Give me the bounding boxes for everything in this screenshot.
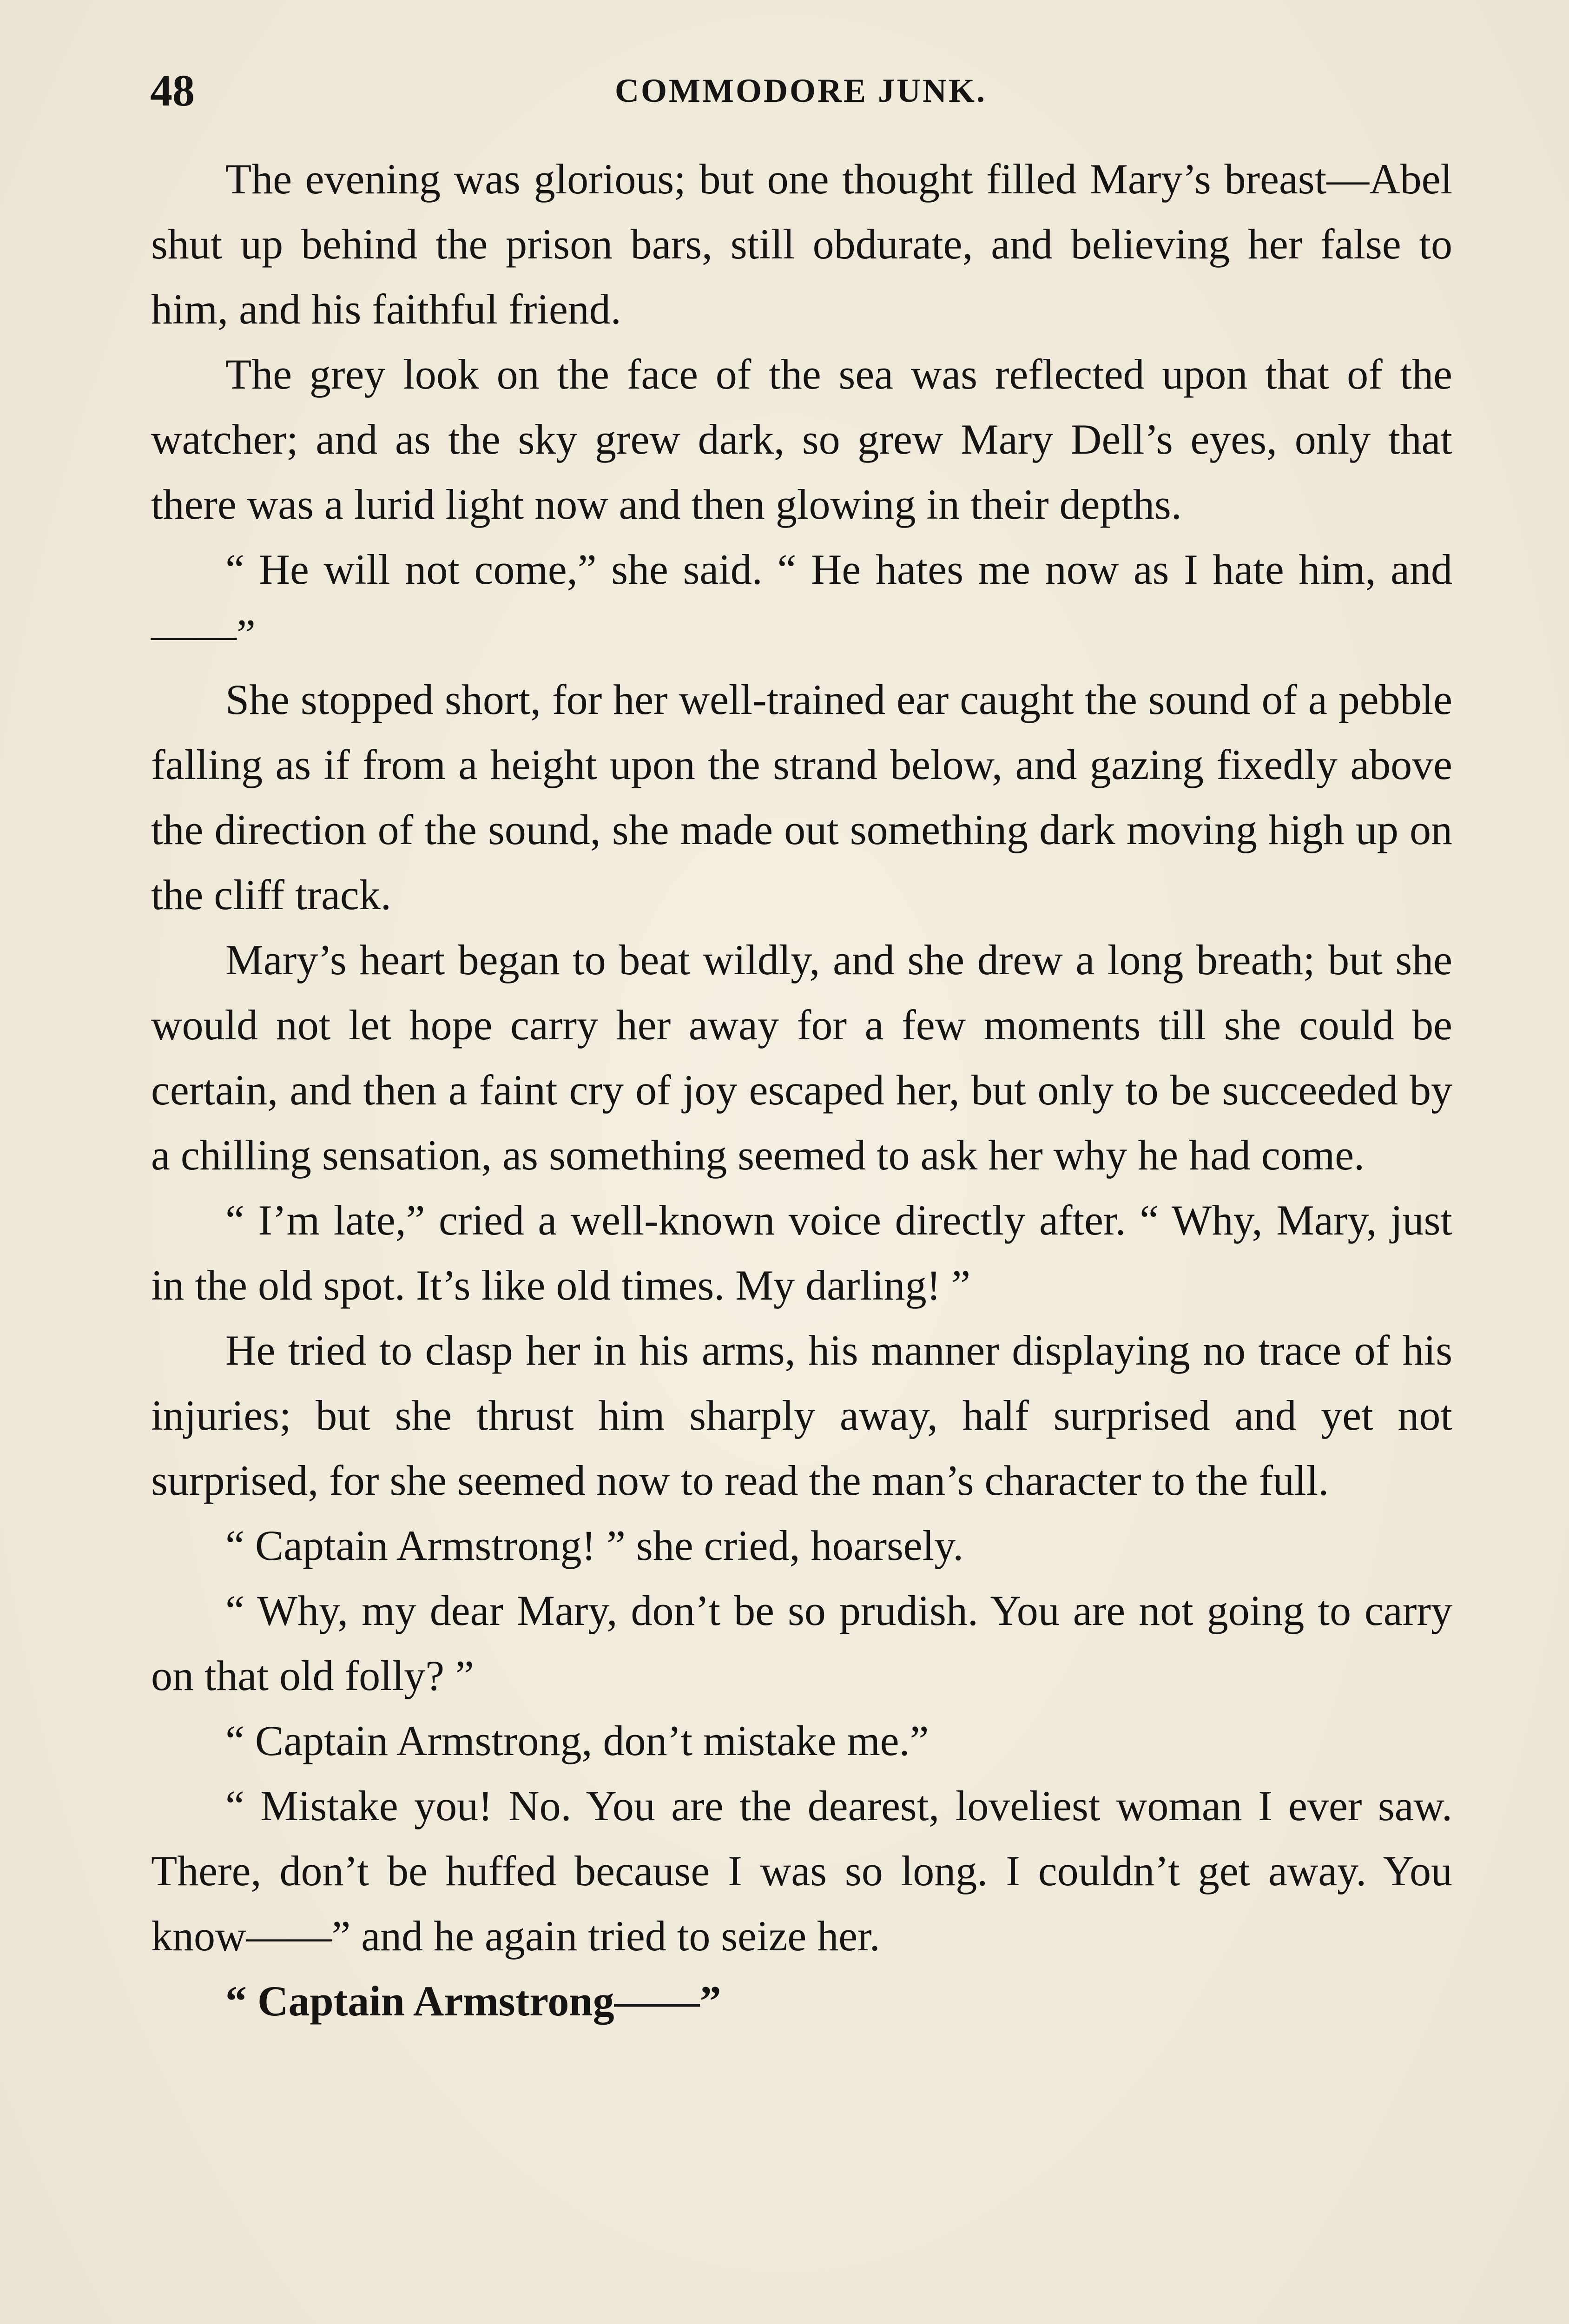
paragraph: “ Mistake you! No. You are the dearest, loveliest woman I ever saw. There, don’t be huffed because I was so long. I couldn’t get away. You know——” and he again tried to seize her. [151,1782,1452,1960]
paragraph: The grey look on the face of the sea was reflected upon that of the watcher; and as the sky grew dark, so grew Mary Dell’s eyes, only that there was a lurid light now and then glowing in their depths. [151,350,1452,528]
paragraph: “ Captain Armstrong! ” she cried, hoarsely. [225,1522,964,1569]
paragraph: She stopped short, for her well-trained ear caught the sound of a pebble falling as if from a height upon the strand below, and gazing fixedly above the direction of the sound, she made out something dark moving high up on the cliff track. [151,676,1452,918]
paragraph: “ Captain Armstrong——” [225,1977,721,2025]
paragraph: Mary’s heart began to beat wildly, and she drew a long breath; but she would not let hope carry her away for a few moments till she could be certain, and then a faint cry of joy escaped her, but only to be succeeded by a chilling sensation, as something seemed to ask her why he had come. [151,936,1452,1179]
running-title: COMMODORE JUNK. [615,72,987,109]
paragraph: “ Why, my dear Mary, don’t be so prudish. You are not going to carry on that old folly? ” [151,1587,1452,1699]
paragraph: The evening was glorious; but one thought filled Mary’s breast—Abel shut up behind the prison bars, still obdurate, and believing her false to him, and his faithful friend. [151,155,1452,333]
paragraph: “ Captain Armstrong, don’t mistake me.” [225,1717,929,1764]
page-header [150,60,1451,121]
paragraph: He tried to clasp her in his arms, his manner displaying no trace of his injuries; but she thrust him sharply away, half surprised and yet not surprised, for she seemed now to read the man’s character to the full. [151,1327,1452,1504]
page-number: 48 [150,66,195,115]
paragraph: “ He will not come,” she said. “ He hates me now as I hate him, and——” [151,546,1452,658]
paragraph: “ I’m late,” cried a well-known voice directly after. “ Why, Mary, just in the old spot. It’s like old times. My darling! ” [151,1196,1452,1309]
body-text [151,146,1452,2034]
